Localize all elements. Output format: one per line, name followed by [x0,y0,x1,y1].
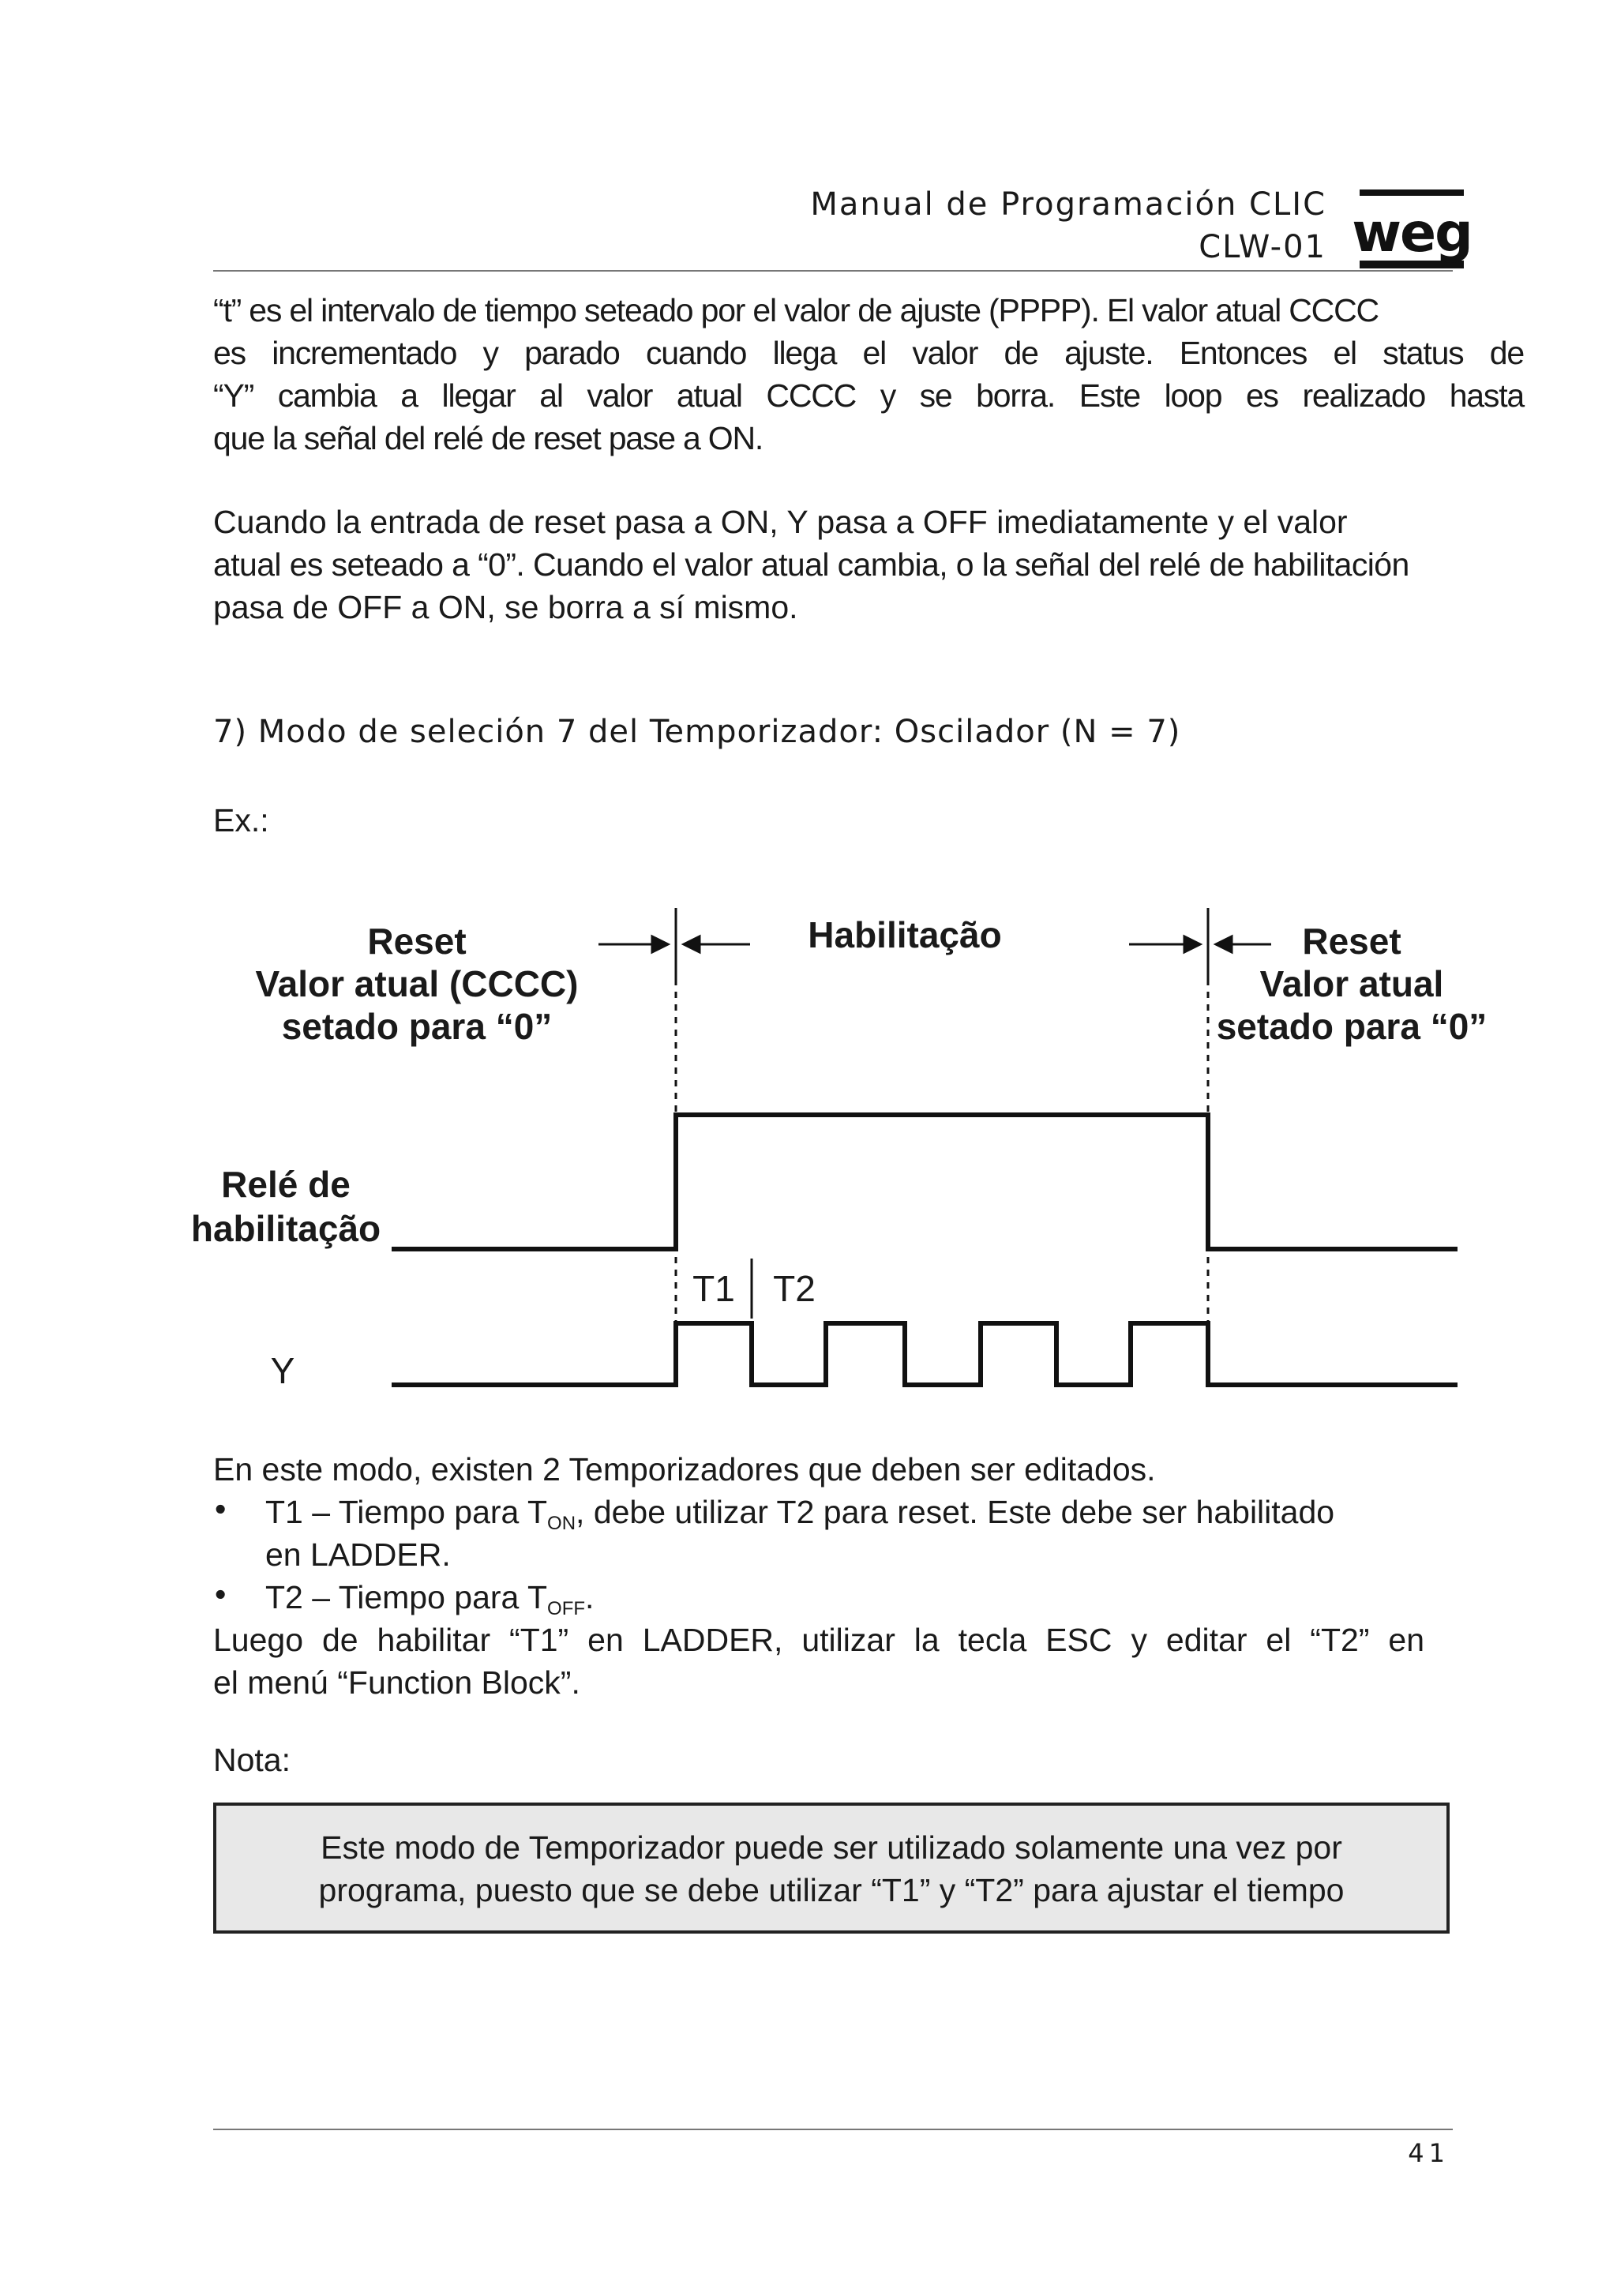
bullet-t2-rest: . [585,1579,595,1615]
enable-label: Habilitação [808,914,1002,955]
right-reset-value-label: Valor atual [1259,963,1444,1004]
header-rule [213,270,1453,272]
bullet-marker: • [215,1576,227,1612]
note-line: programa, puesto que se debe utilizar “T1” y “T2” para ajustar el tiempo [318,1872,1345,1908]
y-label: Y [270,1350,295,1391]
right-boundary-arrow [1129,908,1271,979]
t1-label: T1 [692,1268,735,1309]
paragraph-1-line: “t” es el intervalo de tiempo seteado por el valor de ajuste (PPPP). El valor atual CCCC [213,292,1379,328]
paragraph-2-line: Cuando la entrada de reset pasa a ON, Y pasa a OFF imediatamente y el valor [213,504,1348,540]
left-boundary-arrow [598,908,750,979]
footer-rule [213,2129,1453,2130]
t2-label: T2 [773,1268,816,1309]
bullet-marker: • [215,1491,227,1527]
paragraph-1-line: “Y” cambia a llegar al valor atual CCCC y se borra. Este loop es realizado hasta [213,377,1524,414]
bullet-t1-rest: , debe utilizar T2 para reset. Este debe ser habilitado [576,1494,1335,1530]
relay-label: Relé de [221,1164,351,1205]
paragraph-2-line: pasa de OFF a ON, se borra a sí mismo. [213,589,798,625]
right-reset-set-label: setado para “0” [1216,1006,1488,1047]
left-reset-label: Reset [367,921,467,962]
note-line: Este modo de Temporizador puede ser utilizado solamente una vez por [321,1829,1342,1866]
paragraph-after-line: el menú “Function Block”. [213,1664,580,1701]
bullet-t1-text: T1 – Tiempo para T [265,1494,548,1530]
page-number: 41 [1408,2138,1450,2168]
paragraph-1-line: es incrementado y parado cuando llega el valor de ajuste. Entonces el status de [213,335,1524,371]
y-waveform [392,1323,1458,1385]
timing-diagram [0,869,1617,1421]
bullet-t1-continuation: en LADDER. [265,1536,451,1573]
paragraph-after-line: Luego de habilitar “T1” en LADDER, utilizar la tecla ESC y editar el “T2” en [213,1622,1424,1658]
relay-label-2: habilitação [190,1208,381,1249]
weg-logo-text: weg [1352,202,1472,264]
paragraph-after-bullets [213,1619,1424,1704]
paragraph-1 [213,289,1524,460]
header-title-line2: CLW-01 [1199,229,1326,265]
header-title-line1: Manual de Programación CLIC [810,186,1326,223]
left-reset-set-label: setado para “0” [281,1006,553,1047]
note-box [213,1803,1450,1934]
relay-waveform [392,1115,1458,1249]
modes-intro: En este modo, existen 2 Temporizadores que deben ser editados. [213,1451,1156,1488]
toff-subscript: OFF [547,1598,586,1619]
ton-subscript: ON [547,1513,576,1534]
paragraph-2-line: atual es seteado a “0”. Cuando el valor atual cambia, o la señal del relé de habilitación [213,546,1409,583]
right-reset-label: Reset [1302,921,1401,962]
note-label: Nota: [213,1742,291,1778]
bullet-t2-text: T2 – Tiempo para T [265,1579,548,1615]
paragraph-2 [213,501,1540,628]
paragraph-1-line: que la señal del relé de reset pase a ON. [213,420,763,456]
left-reset-value-label: Valor atual (CCCC) [255,963,579,1004]
weg-logo [1352,189,1472,268]
section-title: 7) Modo de seleción 7 del Temporizador: Oscilador (N = 7) [213,714,1181,750]
example-label: Ex.: [213,802,269,838]
